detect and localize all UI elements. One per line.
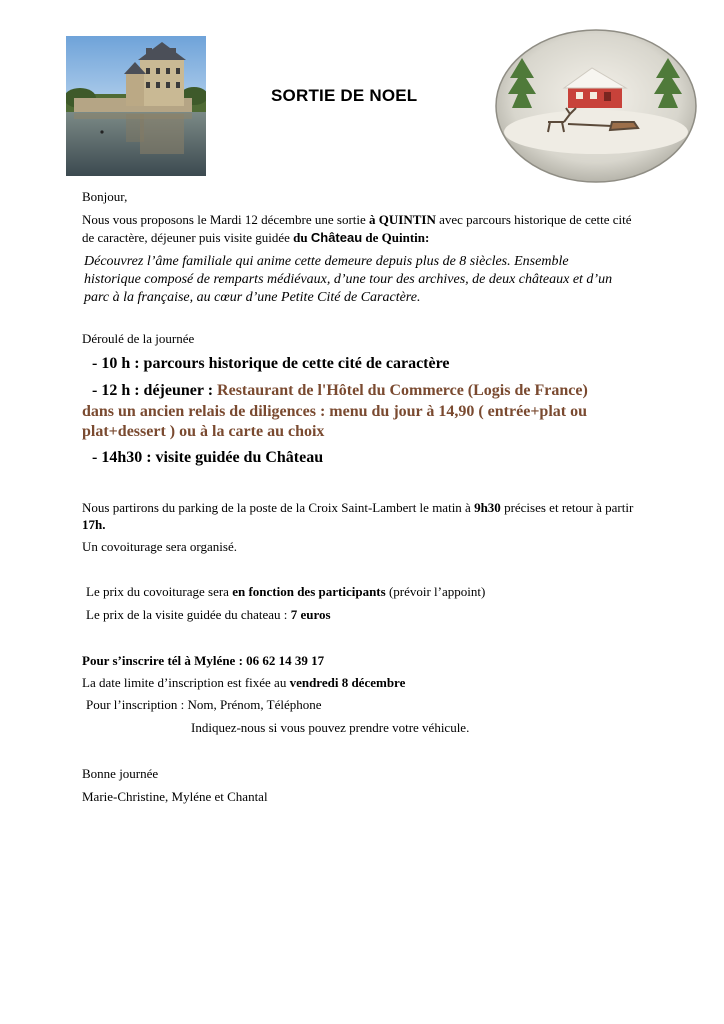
signature: Marie-Christine, Myléne et Chantal xyxy=(82,789,268,804)
castle-photo xyxy=(66,36,206,176)
page-title: SORTIE DE NOEL xyxy=(271,86,418,105)
programme-item-12h-cont: dans un ancien relais de diligences : menu du jour à 14,90 ( entrée+plat ou xyxy=(82,403,587,420)
description-line: historique composé de remparts médiévaux, d’une tour des archives, de deux châteaux et d’un xyxy=(84,272,613,287)
snow-globe-image xyxy=(494,28,698,184)
description-line: Découvrez l’âme familiale qui anime cette demeure depuis plus de 8 siècles. Ensemble xyxy=(84,254,569,269)
departure-line-1: Nous partirons du parking de la poste de la Croix Saint-Lambert le matin à 9h30 précises et retour à partir xyxy=(82,500,634,515)
carpool-note: Un covoiturage sera organisé. xyxy=(82,539,237,554)
carpool-price: Le prix du covoiturage sera en fonction des participants (prévoir l’appoint) xyxy=(86,584,486,599)
programme-item-14h30: - 14h30 : visite guidée du Château xyxy=(92,449,324,466)
greeting: Bonjour, xyxy=(82,189,128,204)
closing-wish: Bonne journée xyxy=(82,766,159,781)
registration-phone: Pour s’inscrire tél à Myléne : 06 62 14 39 17 xyxy=(82,653,325,668)
programme-item-12h: - 12 h : déjeuner : Restaurant de l'Hôtel du Commerce (Logis de France) xyxy=(92,382,588,399)
intro-line-2: de caractère, déjeuner puis visite guidée du Château de Quintin: xyxy=(82,230,430,245)
description-line: parc à la française, au cœur d’une Petite Cité de Caractère. xyxy=(84,290,421,305)
intro-line-1: Nous vous proposons le Mardi 12 décembre une sortie à QUINTIN avec parcours historique de cette cité xyxy=(82,212,632,227)
return-time: 17h. xyxy=(82,517,106,532)
programme-heading: Déroulé de la journée xyxy=(82,331,195,346)
castle-description xyxy=(84,253,684,307)
programme-item-10h: - 10 h : parcours historique de cette cité de caractère xyxy=(92,355,450,372)
visit-price: Le prix de la visite guidée du chateau : 7 euros xyxy=(86,607,331,622)
programme-item-12h-cont: plat+dessert ) ou à la carte au choix xyxy=(82,423,325,440)
registration-deadline: La date limite d’inscription est fixée au vendredi 8 décembre xyxy=(82,675,406,690)
registration-fields: Pour l’inscription : Nom, Prénom, Téléphone xyxy=(86,697,322,712)
vehicle-note: Indiquez-nous si vous pouvez prendre votre véhicule. xyxy=(191,720,470,735)
